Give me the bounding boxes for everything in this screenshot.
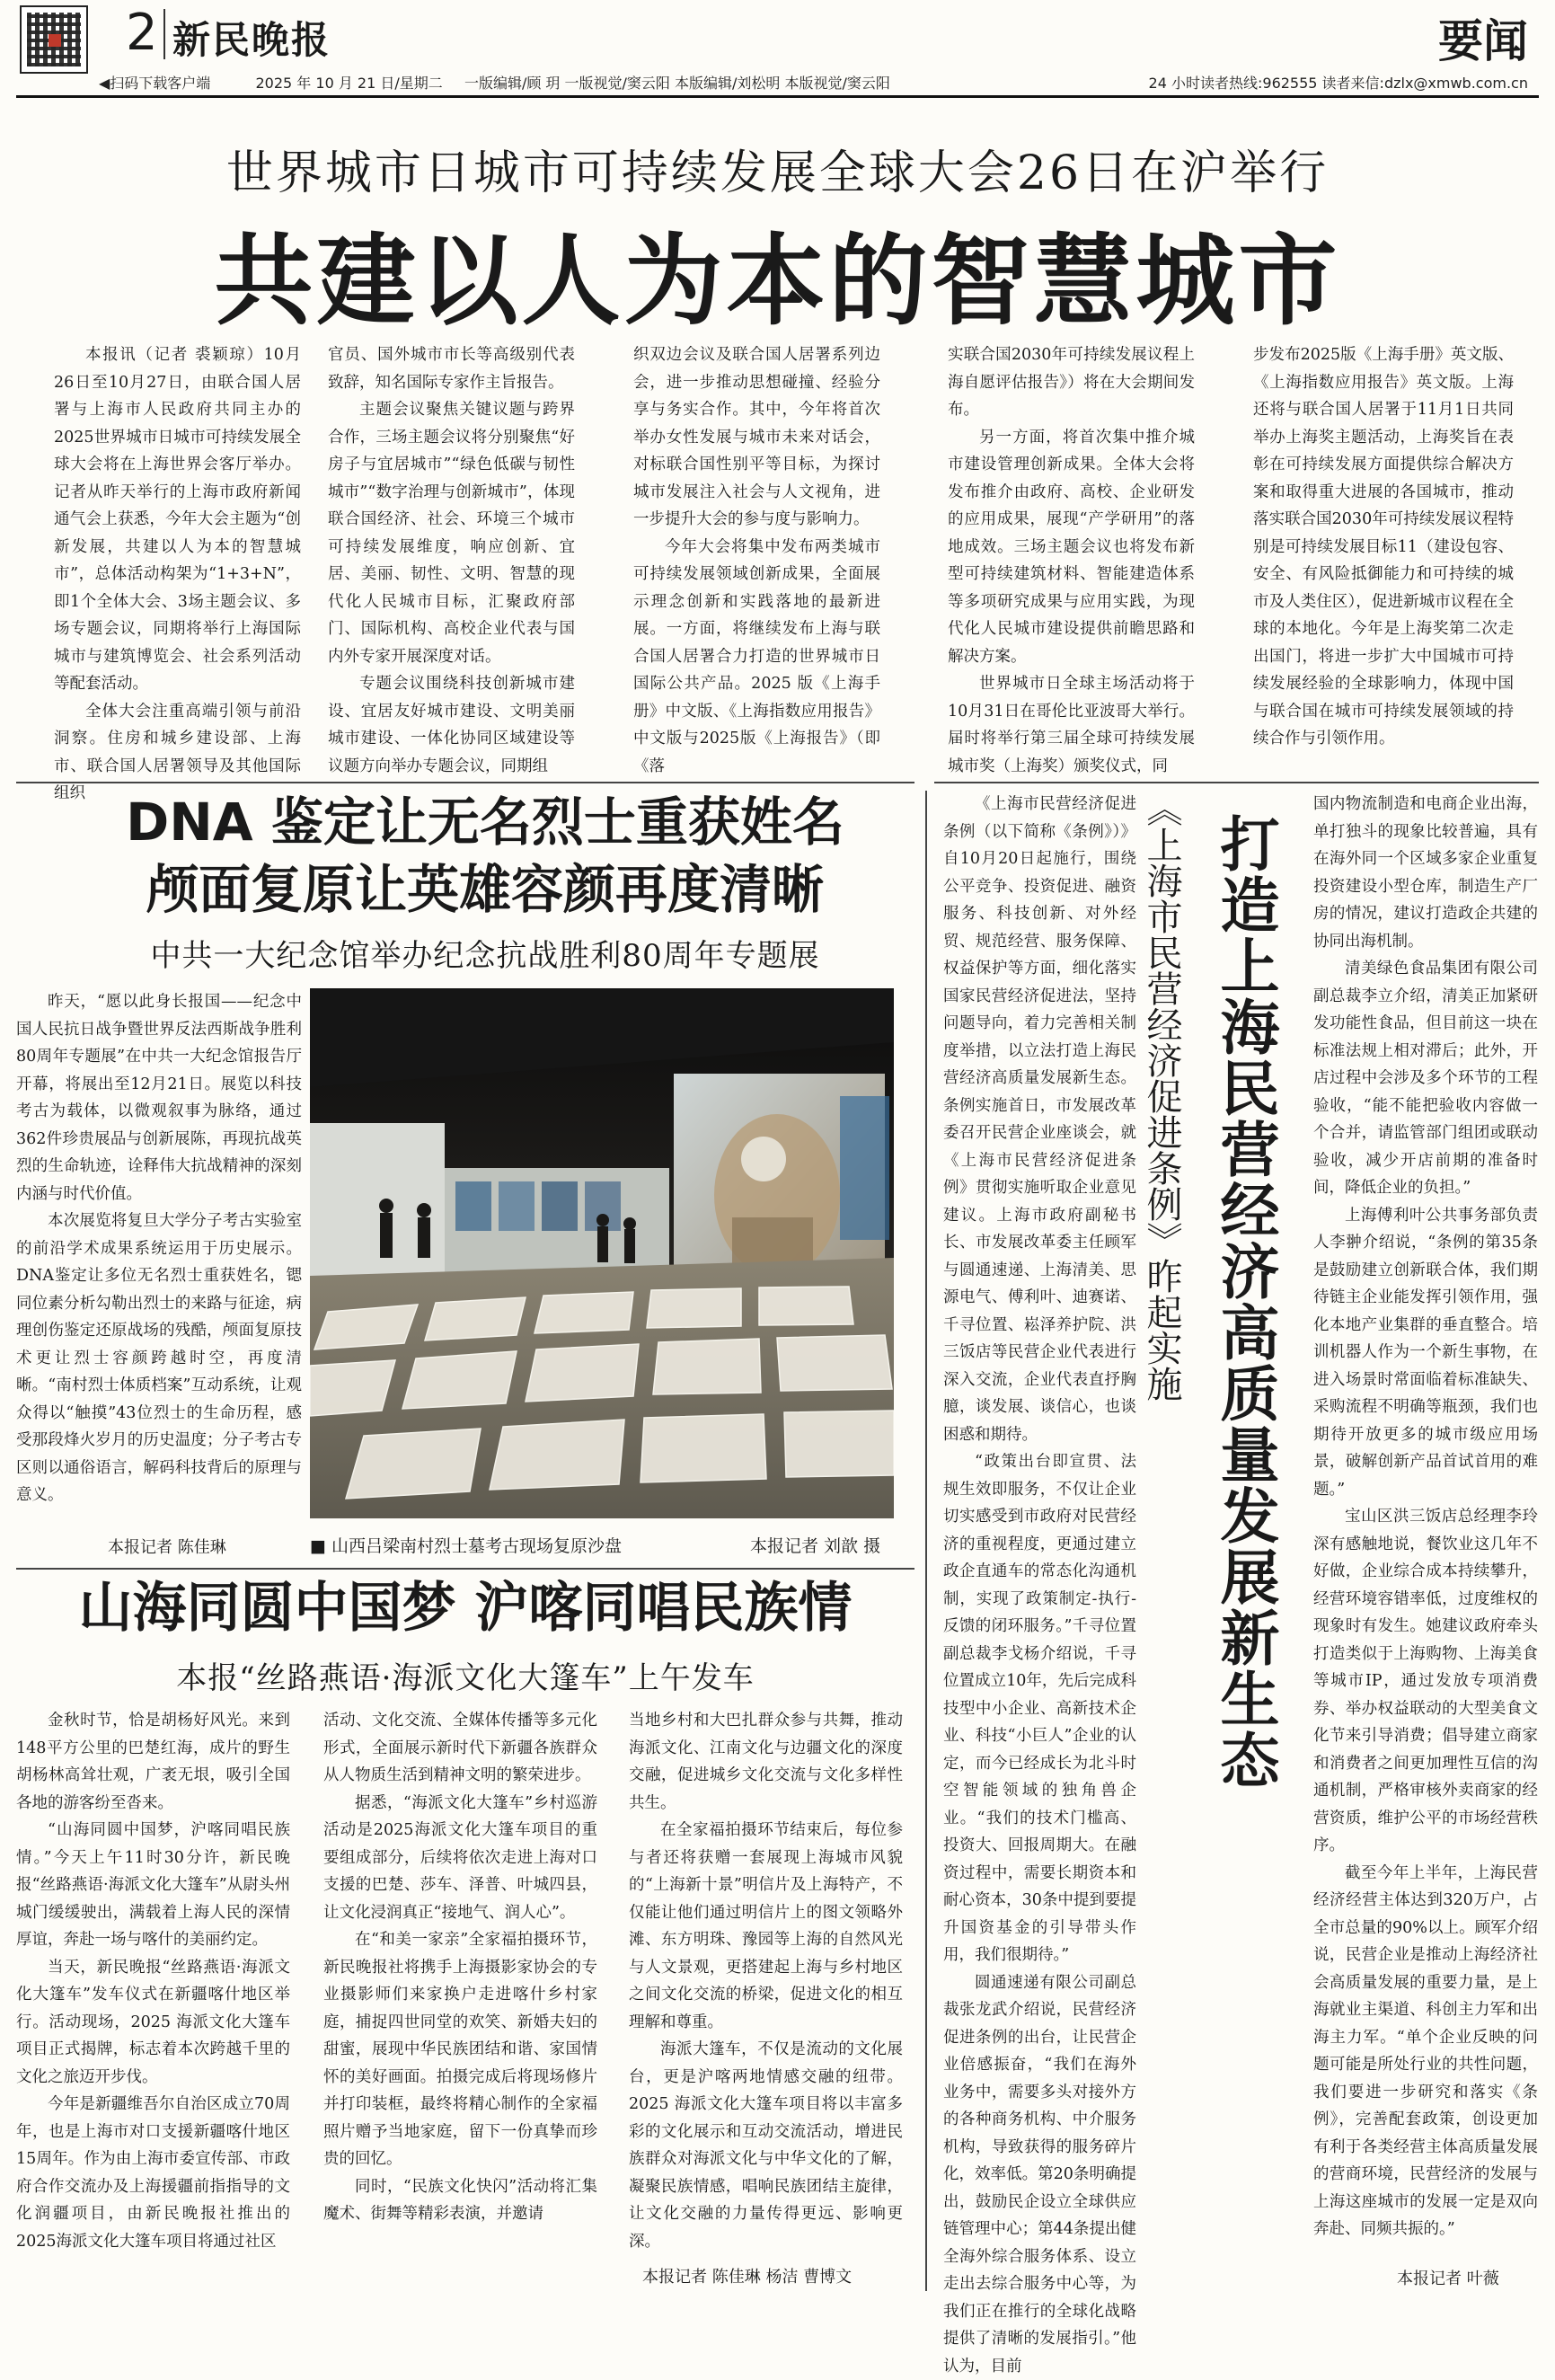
- story4-subhead: 《上海市民营经济促进条例》昨起实施: [1139, 791, 1184, 1473]
- paragraph: 专题会议围绕科技创新城市建设、宜居友好城市建设、文明美丽城市建设、一体化协同区域建设等议题方向举办专题会议，同期组: [328, 670, 575, 780]
- masthead-divider: [163, 9, 165, 59]
- paragraph: 今年大会将集中发布两类城市可持续发展领域创新成果，全面展示理念创新和实践落地的最新进展。一方面，将继续发布上海与联合国人居署合力打造的世界城市日国际公共产品。2025 版《上海手册》中文版、《上海指数应用报告》中文版与2025版《上海报告》（即《落: [633, 534, 880, 781]
- story1-headline: 共建以人为本的智慧城市: [0, 202, 1555, 344]
- section-divider: [16, 782, 914, 783]
- paragraph: 全体大会注重高端引领与前沿洞察。住房和城乡建设部、上海市、联合国人居署领导及其他国际组织: [54, 698, 301, 808]
- paragraph: 国内物流制造和电商企业出海，单打独斗的现象比较普遍，具有在海外同一个区域多家企业重复投资建设小型仓库，制造生产厂房的情况，建议打造政企共建的协同出海机制。: [1313, 791, 1538, 955]
- page-number: 2: [126, 4, 158, 62]
- paper-name: 新民晚报: [172, 11, 331, 65]
- paragraph: 据悉，“海派文化大篷车”乡村巡游活动是2025海派文化大篷车项目的重要组成部分，后续将依次走进上海对口支援的巴楚、莎车、泽普、叶城四县，让文化浸润真正“接地气、润人心”。: [323, 1790, 597, 1927]
- story2-reporter: 本报记者 陈佳琳: [108, 1535, 226, 1558]
- paragraph: 织双边会议及联合国人居署系列边会，进一步推动思想碰撞、经验分享与务实合作。其中，今年将首次举办女性发展与城市未来对话会，对标联合国性别平等目标，为探讨城市发展注入社会与人文视角，进一步提升大会的参与度与影响力。: [633, 341, 880, 534]
- paragraph: 世界城市日全球主场活动将于10月31日在哥伦比亚波哥大举行。届时将举行第三届全球可持续发展城市奖（上海奖）颁奖仪式，同: [948, 670, 1195, 780]
- paragraph: 昨天，“愿以此身长报国——纪念中国人民抗日战争暨世界反法西斯战争胜利80周年专题展”在中共一大纪念馆报告厅开幕，将展出至12月21日。展览以科技考古为载体，以微观叙事为脉络，通过362件珍贵展品与创新展陈，再现抗战英烈的生命轨迹，诠释伟大抗战精神的深刻内涵与时代价值。: [16, 988, 302, 1208]
- paragraph: 当地乡村和大巴扎群众参与共舞，推动海派文化、江南文化与边疆文化的深度交融，促进城乡文化交流与文化多样性共生。: [629, 1707, 903, 1817]
- paragraph: 本报讯（记者 裘颖琼）10月26日至10月27日，由联合国人居署与上海市人民政府共同主办的2025世界城市日城市可持续发展全球大会将在上海世界会客厅举办。记者从昨天举行的上海市政府新闻通气会上获悉，今年大会主题为“创新发展，共建以人为本的智慧城市”，总体活动构架为“1+3+N”，即1个全体大会、3场主题会议、多场专题会议，同期将举行上海国际城市与建筑博览会、社会系列活动等配套活动。: [54, 341, 301, 698]
- column-divider: [925, 791, 927, 2291]
- story2-headline-1: DNA 鉴定让无名烈士重获姓名: [54, 791, 916, 854]
- story3-headline: 山海同圆中国梦 沪喀同唱民族情: [16, 1577, 914, 1640]
- paragraph: 主题会议聚焦关键议题与跨界合作，三场主题会议将分别聚焦“好房子与宜居城市”“绿色低碳与韧性城市”“数字治理与创新城市”，体现联合国经济、社会、环境三个城市可持续发展维度，响应创新、宜居、美丽、韧性、文明、智慧的现代化人民城市目标，汇聚政府部门、国际机构、高校企业代表与国内外专家开展深度对话。: [328, 396, 575, 670]
- paragraph: 本次展览将复旦大学分子考古实验室的前沿学术成果系统运用于历史展示。DNA鉴定让多位无名烈士重获姓名，锶同位素分析勾勒出烈士的来路与征途，病理创伤鉴定还原战场的残酷，颅面复原技术更让烈士容颜跨越时空，再度清晰。“南村烈士体质档案”互动系统，让观众得以“触摸”43位烈士的生命历程，感受那段烽火岁月的历史温度；分子考古专区则以通俗语言，解码科技背后的原理与意义。: [16, 1208, 302, 1509]
- section-divider: [16, 1568, 914, 1570]
- editors-line: 一版编辑/顾 玥 一版视觉/窦云阳 本版编辑/刘松明 本版视觉/窦云阳: [464, 75, 890, 92]
- paragraph: 步发布2025版《上海手册》英文版、《上海指数应用报告》英文版。上海还将与联合国人居署于11月1日共同举办上海奖主题活动，上海奖旨在表彰在可持续发展方面提供综合解决方案和取得重大进展的各国城市，推动落实联合国2030年可持续发展议程特别是可持续发展目标11（建设包容、安全、有风险抵御能力和可持续的城市及人类住区），促进新城市议程在全球的本地化。今年是上海奖第二次走出国门，将进一步扩大中国城市可持续发展经验的全球影响力，体现中国与联合国在城市可持续发展领域的持续合作与引领作用。: [1253, 341, 1514, 753]
- story1-kicker: 世界城市日城市可持续发展全球大会26日在沪举行: [0, 135, 1555, 202]
- story1-column-4: [948, 341, 1195, 773]
- exhibition-photo: [310, 988, 894, 1518]
- story2-column-1: [16, 988, 302, 1527]
- paragraph: 实联合国2030年可持续发展议程上海自愿评估报告》）将在大会期间发布。: [948, 341, 1195, 424]
- photo-caption: ■ 山西吕梁南村烈士墓考古现场复原沙盘: [310, 1533, 622, 1557]
- paragraph: 清美绿色食品集团有限公司副总裁李立介绍，清美正加紧研发功能性食品，但目前这一块在标准法规上相对滞后；此外，开店过程中会涉及多个环节的工程验收，“能不能把验收内容做一个合并，请监管部门组团或联动验收，减少开店前期的准备时间，降低企业的负担。”: [1313, 955, 1538, 1202]
- story1-column-5: [1253, 341, 1514, 773]
- paragraph: 海派大篷车，不仅是流动的文化展台，更是沪喀两地情感交融的纽带。2025 海派文化大篷车项目将以丰富多彩的文化展示和互动交流活动，增进民族群众对海派文化与中华文化的了解，凝聚民族情感，唱响民族团结主旋律，让文化交融的力量传得更远、影响更深。: [629, 2036, 903, 2255]
- paragraph: 宝山区洪三饭店总经理李玲深有感触地说，餐饮业这几年不好做，企业综合成本持续攀升，经营环境容错率低，过度维权的现象时有发生。她建议政府牵头打造类似于上海购物、上海美食等城市IP，通过发放专项消费券、举办权益联动的大型美食文化节来引导消费；倡导建立商家和消费者之间更加理性互信的沟通机制，严格审核外卖商家的经营资质，维护公平的市场经营秩序。: [1313, 1503, 1538, 1860]
- paragraph: 活动、文化交流、全媒体传播等多元化形式，全面展示新时代下新疆各族群众从人物质生活到精神文明的繁荣进步。: [323, 1707, 597, 1790]
- paragraph: 另一方面，将首次集中推介城市建设管理创新成果。全体大会将发布推介由政府、高校、企业研发的应用成果，展现“产学研用”的落地成效。三场主题会议也将发布新型可持续建筑材料、智能建造体系等多项研究成果与应用实践，为现代化人民城市建设提供前瞻思路和解决方案。: [948, 424, 1195, 671]
- paragraph: 截至今年上半年，上海民营经济经营主体达到320万户，占全市总量的90%以上。顾军介绍说，民营企业是推动上海经济社会高质量发展的重要力量，是上海就业主渠道、科创主力军和出海主力军。“单个企业反映的问题可能是所处行业的共性问题，我们要进一步研究和落实《条例》，完善配套政策，创设更加有利于各类经营主体高质量发展的营商环境，民营经济的发展与上海这座城市的发展一定是双向奔赴、同频共振的。”: [1313, 1860, 1538, 2243]
- section-divider: [934, 782, 1539, 783]
- masthead-rule: [16, 95, 1539, 98]
- story3-column-2: [323, 1707, 597, 2291]
- section-name: 要闻: [1438, 5, 1528, 70]
- paragraph: 当天，新民晚报“丝路燕语·海派文化大篷车”发车仪式在新疆喀什地区举行。活动现场，2025 海派文化大篷车项目正式揭牌，标志着本次跨越千里的文化之旅迈开步伐。: [16, 1954, 290, 2092]
- exhibition-photo-illustration: [310, 988, 894, 1518]
- story4-column-2: [1313, 791, 1538, 2264]
- story1-column-3: [633, 341, 880, 773]
- story3-column-1: [16, 1707, 290, 2291]
- story3-reporter: 本报记者 陈佳琳 杨洁 曹博文: [642, 2264, 852, 2287]
- paragraph: “山海同圆中国梦，沪喀同唱民族情。”今天上午11时30分许，新民晚报“丝路燕语·海派文化大篷车”从尉头州城门缓缓驶出，满载着上海人民的深情厚谊，奔赴一场与喀什的美丽约定。: [16, 1817, 290, 1954]
- story1-column-1: [54, 341, 301, 773]
- paragraph: 今年是新疆维吾尔自治区成立70周年，也是上海市对口支援新疆喀什地区15周年。作为由上海市委宣传部、市政府合作交流办及上海援疆前指指导的文化润疆项目，由新民晚报社推出的2025海派文化大篷车项目将通过社区: [16, 2091, 290, 2255]
- paragraph: 同时，“民族文化快闪”活动将汇集魔术、街舞等精彩表演，并邀请: [323, 2173, 597, 2228]
- story4-headline: 打造上海民营经济高质量发展新生态: [1208, 813, 1280, 2017]
- qr-code[interactable]: [20, 5, 88, 74]
- story2-subhead: 中共一大纪念馆举办纪念抗战胜利80周年专题展: [54, 931, 916, 975]
- paragraph: 在“和美一家亲”全家福拍摄环节，新民晚报社将携手上海摄影家协会的专业摄影师们来家换户走进喀什乡村家庭，捕捉四世同堂的欢笑、新婚夫妇的甜蜜，展现中华民族团结和谐、家国情怀的美好画面。拍摄完成后将现场修片并打印装框，最终将精心制作的全家福照片赠予当地家庭，留下一份真挚而珍贵的回忆。: [323, 1926, 597, 2173]
- masthead-info: [99, 72, 890, 93]
- photo-credit: 本报记者 刘歆 摄: [750, 1533, 880, 1557]
- story4-reporter: 本报记者 叶薇: [1397, 2266, 1499, 2289]
- paragraph: 上海傅利叶公共事务部负责人李翀介绍说，“条例的第35条是鼓励建立创新联合体，我们期待链主企业能发挥引领作用，强化本地产业集群的垂直整合。培训机器人作为一个新生事物，在进入场景时常面临着标准缺失、采购流程不明确等瓶颈，我们也期待开放更多的城市级应用场景，破解创新产品首试首用的难题。”: [1313, 1202, 1538, 1504]
- story3-column-3: [629, 1707, 903, 2255]
- hotline: 24 小时读者热线:962555 读者来信:dzlx@xmwb.com.cn: [1149, 72, 1528, 93]
- date-line: 2025 年 10 月 21 日/星期二: [256, 75, 443, 92]
- scan-hint[interactable]: ◀扫码下载客户端: [99, 75, 210, 92]
- paragraph: “政策出台即宣贯、法规生效即服务，不仅让企业切实感受到市政府对民营经济的重视程度，更通过建立政企直通车的常态化沟通机制，实现了政策制定-执行-反馈的闭环服务。”千寻位置副总裁李戈杨介绍说，千寻位置成立10年，先后完成科技型中小企业、高新技术企业、科技“小巨人”企业的认定，而今已经成长为北斗时空智能领域的独角兽企业。“我们的技术门槛高、投资大、回报周期大。在融资过程中，需要长期资本和耐心资本，30条中提到要提升国资基金的引导带头作用，我们很期待。”: [943, 1448, 1136, 1969]
- paragraph: 圆通速递有限公司副总裁张龙武介绍说，民营经济促进条例的出台，让民营企业倍感振奋，“我们在海外业务中，需要多头对接外方的各种商务机构、中介服务机构，导致获得的服务碎片化，效率低。第20条明确提出，鼓励民企设立全球供应链管理中心；第44条提出健全海外综合服务体系、设立走出去综合服务中心等，为我们正在推行的全球化战略提供了清晰的发展指引。”他认为，目前: [943, 1969, 1136, 2380]
- story4-column-1: [943, 791, 1136, 2291]
- paragraph: 官员、国外城市市长等高级别代表致辞，知名国际专家作主旨报告。: [328, 341, 575, 396]
- paragraph: 《上海市民营经济促进条例（以下简称《条例》）》自10月20日起施行，围绕公平竞争、投资促进、融资服务、科技创新、对外经贸、规范经营、服务保障、权益保护等方面，细化落实国家民营经济促进法，坚持问题导向，着力完善相关制度举措，以立法打造上海民营经济高质量发展新生态。条例实施首日，市发展改革委召开民营企业座谈会，就《上海市民营经济促进条例》贯彻实施听取企业意见建议。上海市政府副秘书长、市发展改革委主任顾军与圆通速递、上海清美、思源电气、傅利叶、迪赛诺、千寻位置、崧泽养护院、洪三饭店等民营企业代表进行深入交流，企业代表直抒胸臆，谈发展、谈信心，也谈困惑和期待。: [943, 791, 1136, 1448]
- story2-headline-2: 颅面复原让英雄容颜再度清晰: [54, 858, 916, 921]
- paragraph: 金秋时节，恰是胡杨好风光。来到148平方公里的巴楚红海，成片的野生胡杨林高耸壮观，广袤无垠，吸引全国各地的游客纷至沓来。: [16, 1707, 290, 1817]
- story3-subhead: 本报“丝路燕语·海派文化大篷车”上午发车: [16, 1653, 914, 1697]
- story1-column-2: [328, 341, 575, 773]
- paragraph: 在全家福拍摄环节结束后，每位参与者还将获赠一套展现上海城市风貌的“上海新十景”明信片及上海特产，不仅能让他们通过明信片上的图文领略外滩、东方明珠、豫园等上海的自然风光与人文景观，更搭建起上海与乡村地区之间文化交流的桥梁，促进文化的相互理解和尊重。: [629, 1817, 903, 2036]
